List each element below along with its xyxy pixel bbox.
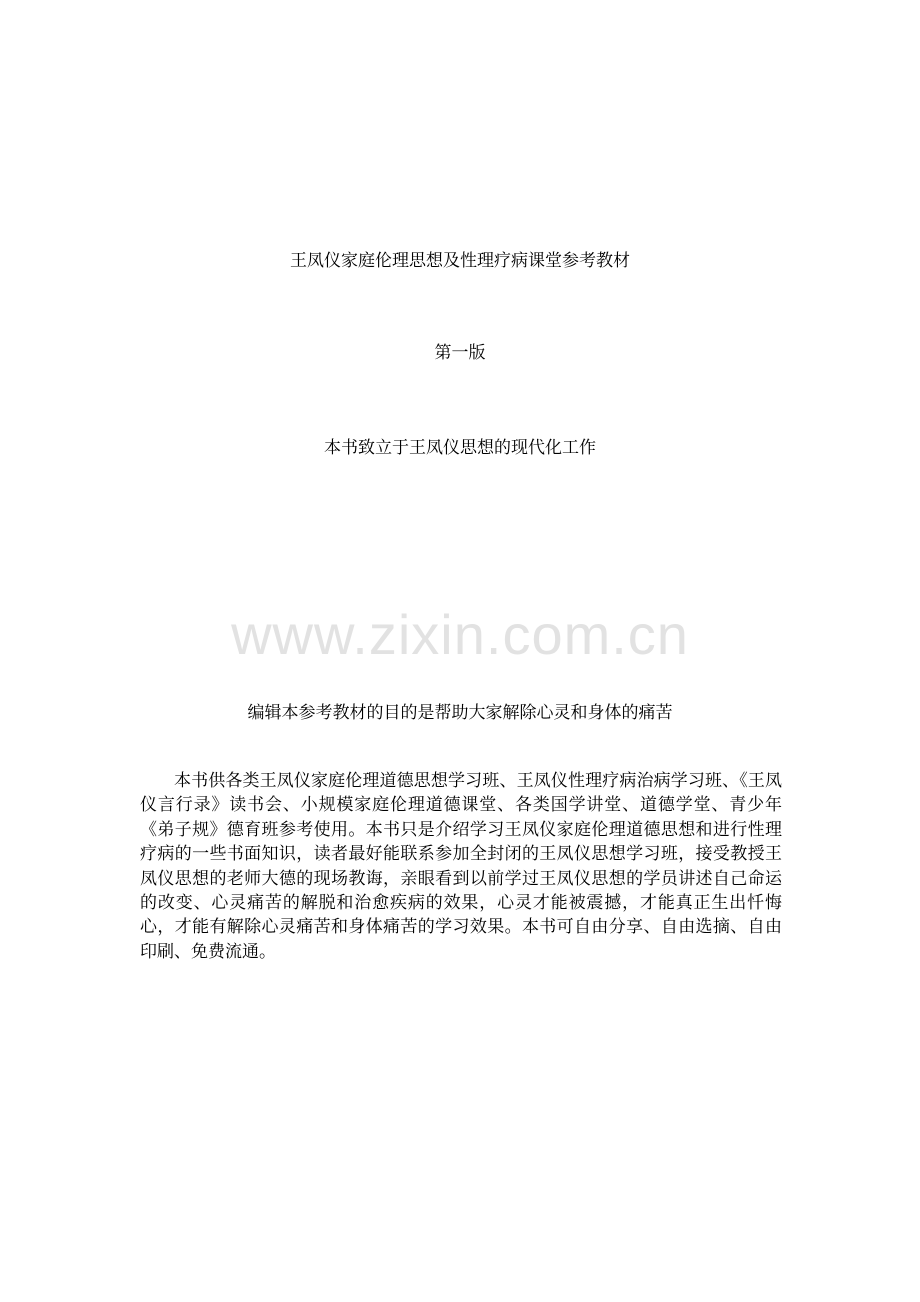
body-paragraph: 本书供各类王凤仪家庭伦理道德思想学习班、王凤仪性理疗病治病学习班、《王凤仪言行录》读书会、小规模家庭伦理道德课堂、各类国学讲堂、道德学堂、青少年《弟子规》德育班参考使用。本书只是介绍学习王凤仪家庭伦理道德思想和进行性理疗病的一些书面知识，读者最好能联系参加全封闭的王凤仪思想学习班，接受教授王凤仪思想的老师大德的现场教诲，亲眼看到以前学过王凤仪思想的学员讲述自己命运的改变、心灵痛苦的解脱和治愈疾病的效果，心灵才能被震撼，才能真正生出忏悔心，才能有解除心灵痛苦和身体痛苦的学习效果。本书可自由分享、自由选摘、自由印刷、免费流通。 — [140, 771, 782, 962]
dedication-line: 本书致立于王凤仪思想的现代化工作 — [324, 438, 596, 458]
edition-label: 第一版 — [434, 343, 486, 363]
document-title: 王凤仪家庭伦理思想及性理疗病课堂参考教材 — [290, 251, 630, 271]
purpose-statement: 编辑本参考教材的目的是帮助大家解除心灵和身体的痛苦 — [247, 703, 673, 723]
watermark-text: www.zixin.com.cn — [231, 603, 689, 666]
